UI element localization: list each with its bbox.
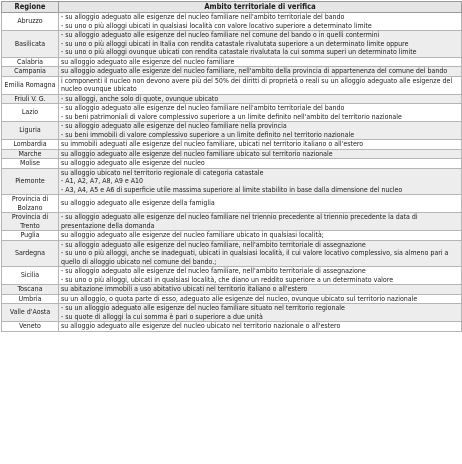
ambito-column-header: Ambito territoriale di verifica <box>59 2 462 13</box>
region-cell: Campania <box>2 67 59 77</box>
ambito-line: su alloggio adeguato alle esigenze del nucleo familiare ubicato in qualsiasi località; <box>61 231 324 239</box>
table-row <box>2 240 462 267</box>
ambito-cell <box>59 67 462 77</box>
ambito-cell <box>59 31 462 58</box>
table-row <box>2 322 462 332</box>
ambito-line: - su alloggio adeguato alle esigenze del nucleo familiare nella provincia <box>61 122 287 130</box>
ambito-line: - su quote di alloggi la cui somma è pari o superiore a due unità <box>61 312 263 321</box>
ambito-line: - su alloggio adeguato alle esigenze del nucleo familiare nell'ambito territoriale del bando <box>61 13 345 21</box>
region-cell: Molise <box>2 159 59 169</box>
region-cell: Sardegna <box>2 240 59 267</box>
table-header-row <box>2 2 462 13</box>
region-cell: Calabria <box>2 57 59 67</box>
ambito-line: su alloggio ubicato nel territorio regionale di categoria catastale <box>61 168 264 177</box>
ambito-cell <box>59 294 462 304</box>
ambito-line: - su un alloggio adeguato alle esigenze del nucleo familiare situato nel territorio regionale <box>61 304 345 312</box>
ambito-cell <box>59 159 462 169</box>
ambito-cell <box>59 168 462 195</box>
ambito-line: - su uno o più alloggi, ubicati in qualsiasi località, che diano un reddito superiore a un determinato valore <box>61 275 394 284</box>
table-row <box>2 94 462 104</box>
table-row <box>2 285 462 295</box>
region-cell: Lazio <box>2 104 59 122</box>
table-row <box>2 57 462 67</box>
ambito-line: su alloggio adeguato alle esigenze del nucleo <box>61 159 205 167</box>
ambito-cell <box>59 285 462 295</box>
table-row <box>2 31 462 58</box>
ambito-cell <box>59 76 462 94</box>
table-row <box>2 168 462 195</box>
ambito-line: - A1, A2, A7, A8, A9 e A10 <box>61 177 144 185</box>
table-row <box>2 294 462 304</box>
region-cell: Emilia Romagna <box>2 76 59 94</box>
region-cell: Marche <box>2 149 59 159</box>
ambito-cell <box>59 231 462 241</box>
ambito-cell <box>59 267 462 285</box>
ambito-cell <box>59 94 462 104</box>
ambito-line: - A3, A4, A5 e A6 di superficie utile massima superiore al limite stabilito in base dalla dimensione del nucleo <box>61 185 403 194</box>
ambito-line: - su uno o più alloggi ubicati in qualsiasi località con valore locativo superiore a determinato limite <box>61 21 372 30</box>
ambito-line: - su alloggio adeguato alle esigenze del nucleo familiare nell'ambito territoriale del bando <box>61 104 345 112</box>
table-row <box>2 149 462 159</box>
ambito-line: - su alloggi, anche solo di quote, ovunque ubicato <box>61 94 219 103</box>
table-row <box>2 267 462 285</box>
regions-table <box>1 1 462 332</box>
ambito-line: su alloggio adeguato alle esigenze del nucleo familiare <box>61 57 235 66</box>
ambito-line: - su alloggio adeguato alle esigenze del nucleo familiare nel comune del bando o in quelli contermini <box>61 31 380 39</box>
region-cell: Piemonte <box>2 168 59 195</box>
region-cell: Friuli V. G. <box>2 94 59 104</box>
ambito-cell <box>59 104 462 122</box>
region-cell: Provincia di Bolzano <box>2 195 59 213</box>
ambito-cell <box>59 213 462 231</box>
ambito-line: - su alloggio adeguato alle esigenze del nucleo familiare, nell'ambito territoriale di assegnazione <box>61 267 366 275</box>
table-row <box>2 159 462 169</box>
table-row <box>2 104 462 122</box>
ambito-cell <box>59 122 462 140</box>
ambito-line: - su uno o più alloggi ubicati in Italia con rendita catastale rivalutata superiore a un determinato limite oppure <box>61 39 409 48</box>
region-cell: Liguria <box>2 122 59 140</box>
region-cell: Toscana <box>2 285 59 295</box>
ambito-line: - su alloggio adeguato alle esigenze del nucleo familiare nel triennio precedente al triennio precedente la data di presentazione della domanda <box>61 213 418 230</box>
ambito-line: su immobili adeguati alle esigenze del nucleo familiare, ubicati nel territorio italiano o all'estero <box>61 140 364 148</box>
region-column-header: Regione <box>2 2 59 13</box>
ambito-cell <box>59 304 462 322</box>
table-row <box>2 195 462 213</box>
region-cell: Provincia di Trento <box>2 213 59 231</box>
table-row <box>2 213 462 231</box>
region-cell: Abruzzo <box>2 13 59 31</box>
ambito-line: - su beni immobili di valore complessivo superiore a un limite definito nel territorio nazionale <box>61 130 355 139</box>
ambito-cell <box>59 13 462 31</box>
ambito-line: su alloggio adeguato alle esigenze del nucleo familiare ubicato sul territorio nazionale <box>61 149 333 158</box>
ambito-cell <box>59 240 462 267</box>
table-row <box>2 76 462 94</box>
ambito-line: - su alloggio adeguato alle esigenze del nucleo familiare, nell'ambito territoriale di assegnazione <box>61 240 366 249</box>
ambito-cell <box>59 149 462 159</box>
ambito-cell <box>59 322 462 332</box>
ambito-line: i componenti il nucleo non devono avere più del 50% dei diritti di proprietà o reali su un alloggio adeguato alle esigenze del nucleo ovunque ubicato <box>61 76 453 93</box>
region-cell: Valle d'Aosta <box>2 304 59 322</box>
table-row <box>2 231 462 241</box>
region-cell: Umbria <box>2 294 59 304</box>
table-row <box>2 122 462 140</box>
ambito-line: - su uno o più alloggi ovunque ubicati con rendita catastale rivalutata la cui somma superi un determinato limite <box>61 48 417 56</box>
region-cell: Lombardia <box>2 140 59 150</box>
ambito-cell <box>59 195 462 213</box>
ambito-line: su abitazione immobili a uso abitativo ubicati nel territorio italiano o all'estero <box>61 285 308 293</box>
table-row <box>2 140 462 150</box>
table-body <box>2 13 462 332</box>
ambito-line: su un alloggio, o quota parte di esso, adeguato alle esigenze del nucleo, ovunque ubicato sul territorio nazionale <box>61 294 418 303</box>
ambito-cell <box>59 57 462 67</box>
table-row <box>2 67 462 77</box>
region-cell: Basilicata <box>2 31 59 58</box>
ambito-line: su alloggio adeguato alle esigenze del nucleo familiare, nell'ambito della provincia di appartenenza del comune del bando <box>61 67 448 75</box>
ambito-line: su alloggio adeguato alle esigenze del nucleo ubicato nel territorio nazionale o all'estero <box>61 322 341 330</box>
table-row <box>2 304 462 322</box>
ambito-line: - su beni patrimoniali di valore complessivo superiore a un limite definito nell'ambito del territorio nazionale <box>61 112 402 121</box>
ambito-line: - su uno o più alloggi, anche se inadeguati, ubicati in qualsiasi località, il cui valore locativo complessivo, sia almeno pari a quello di alloggio ubicato nel comune del bando.; <box>61 249 449 266</box>
region-cell: Veneto <box>2 322 59 332</box>
region-cell: Puglia <box>2 231 59 241</box>
ambito-cell <box>59 140 462 150</box>
region-cell: Sicilia <box>2 267 59 285</box>
ambito-line: su alloggio adeguato alle esigenze della famiglia <box>61 199 215 208</box>
table-row <box>2 13 462 31</box>
